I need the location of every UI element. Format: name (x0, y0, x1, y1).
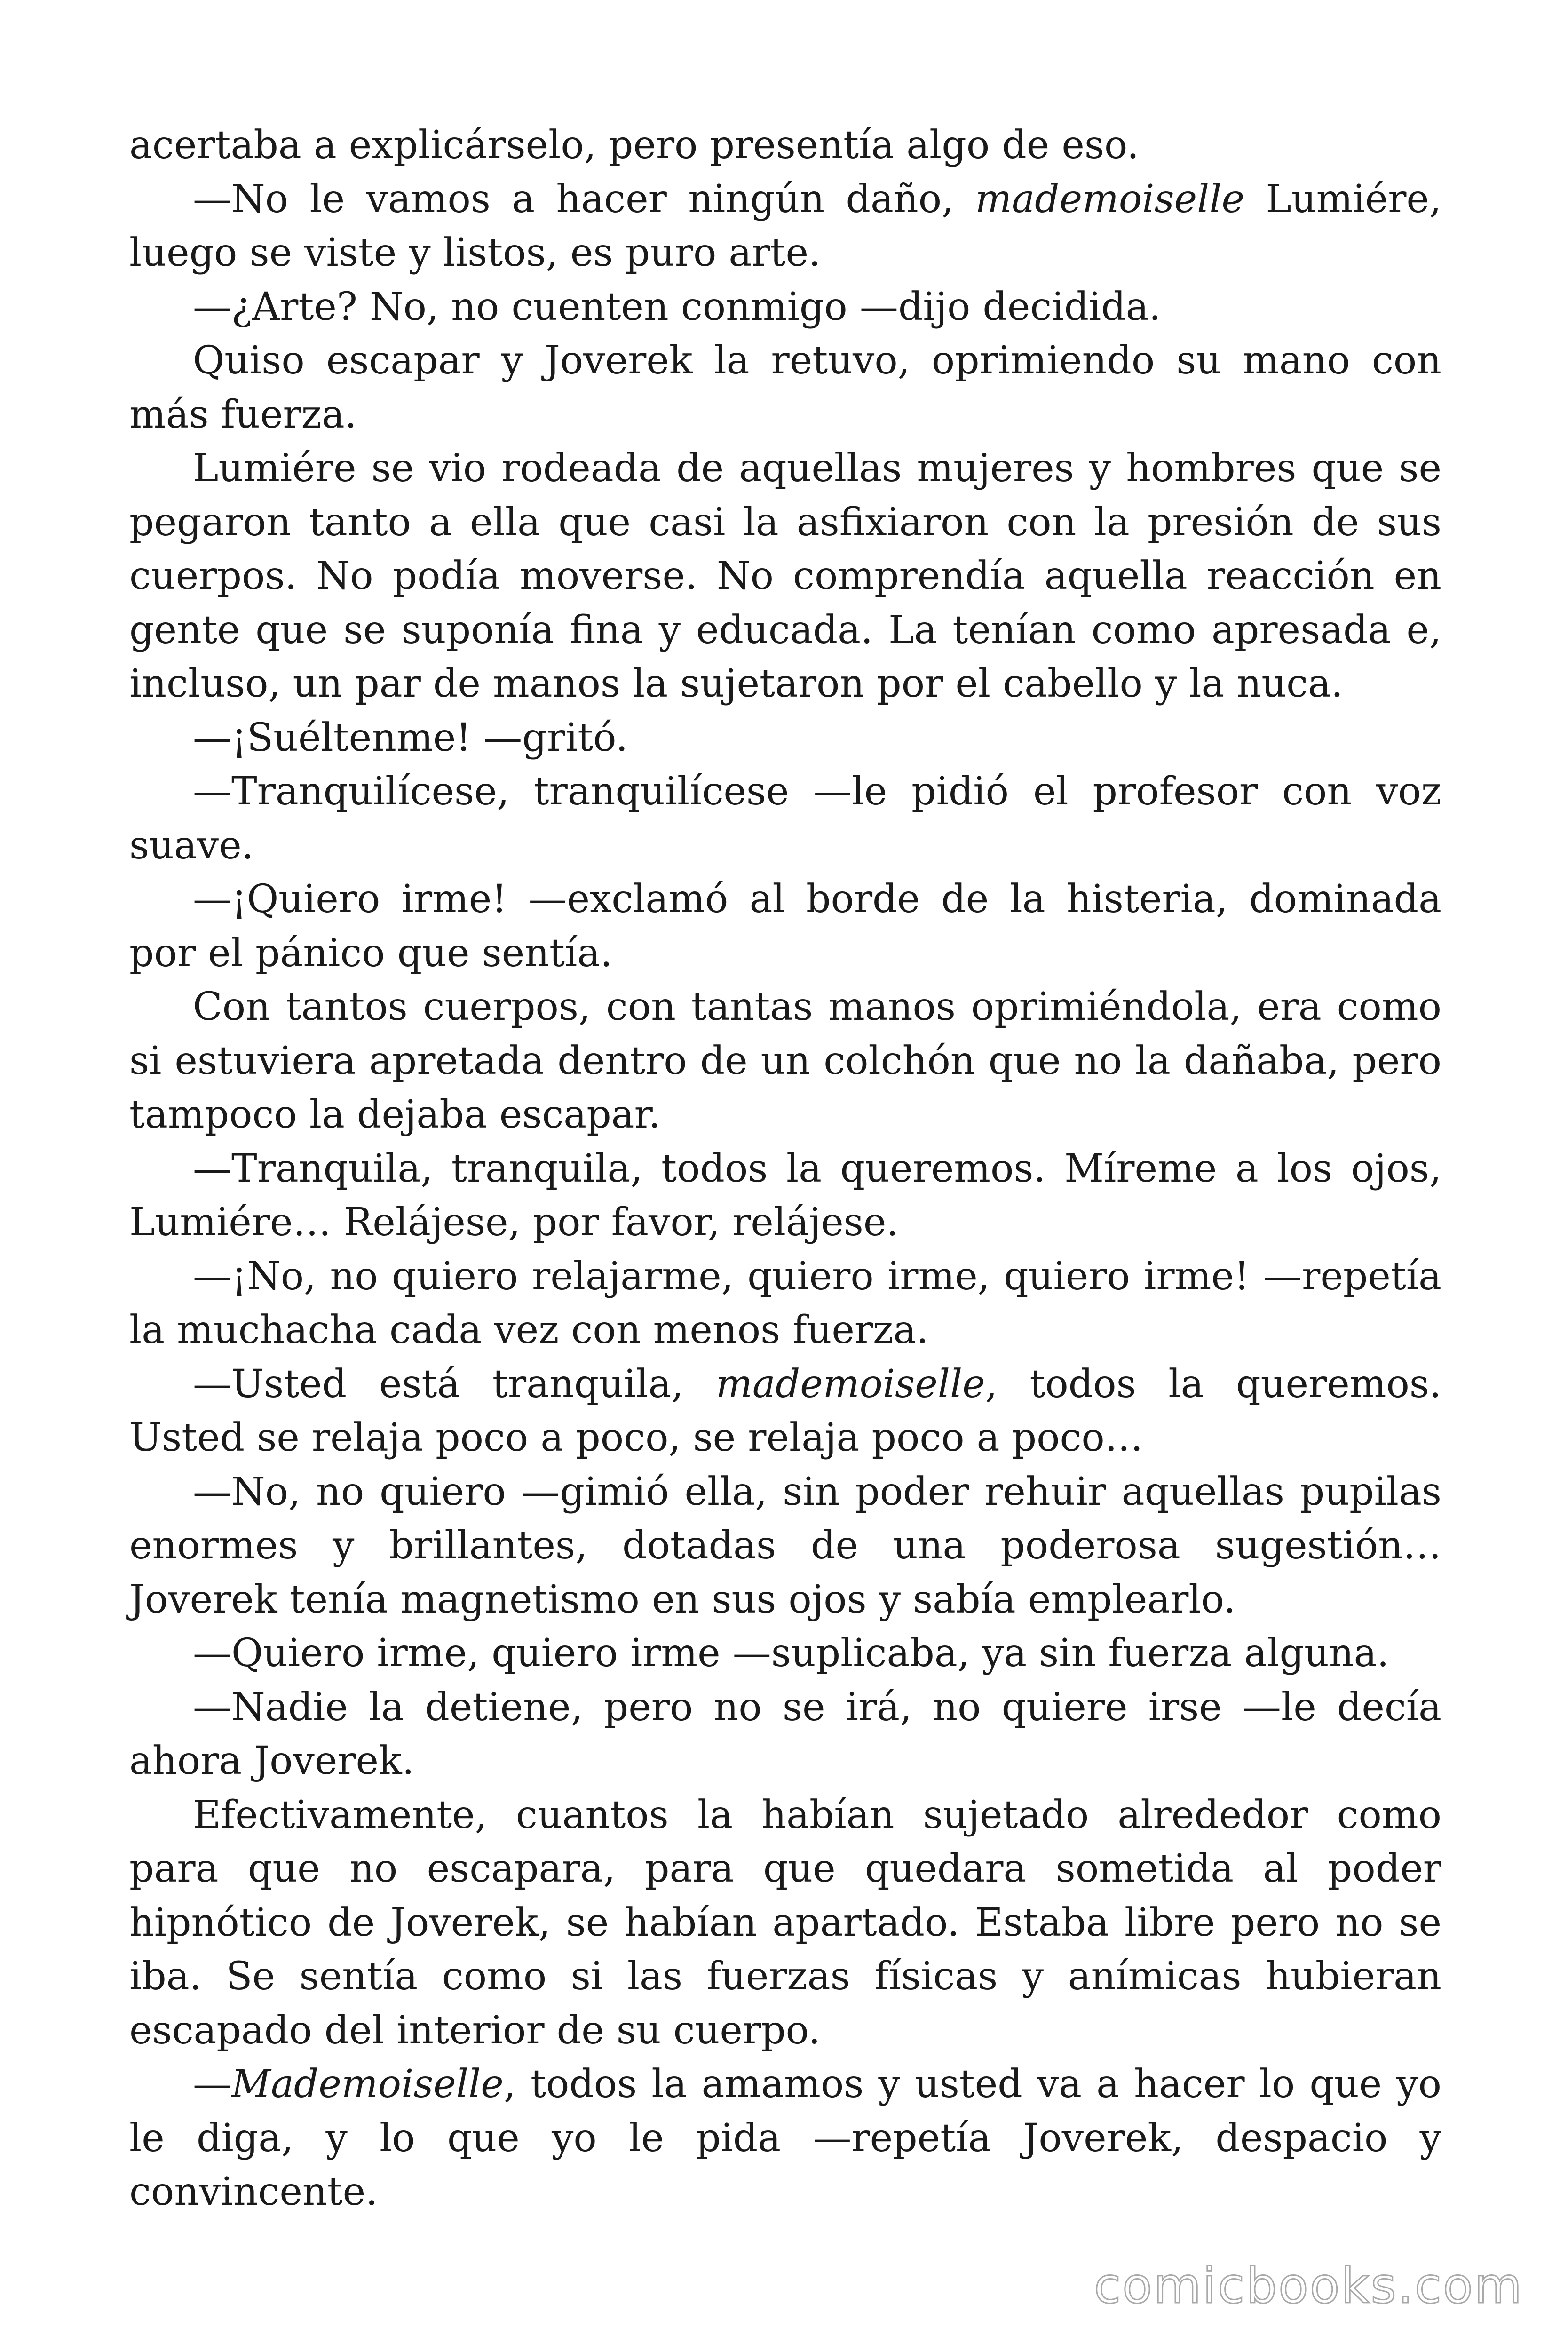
text-run: Efectivamente, cuantos la habían sujetado alrededor como para que no escapara, para que quedara sometida al poder hipnótico de Joverek, se habían apartado. Estaba libre pero no se iba. Se sentía como si las fuerzas físicas y anímicas hubieran escapado del interior de su cuerpo. (129, 1792, 1441, 2053)
text-run: —Nadie la detiene, pero no se irá, no quiere irse —le decía ahora Joverek. (129, 1685, 1441, 1783)
text-run: , todos la amamos y usted va a hacer lo que yo le diga, y lo que yo le pida —repetía Joverek, despacio y convincente. (129, 2062, 1441, 2214)
paragraph (129, 173, 1441, 280)
text-run: —¡Suéltenme! —gritó. (193, 715, 628, 760)
paragraph (129, 765, 1441, 873)
paragraph (129, 280, 1441, 334)
text-run: Lumiére, luego se viste y listos, es puro arte. (129, 176, 1441, 275)
paragraph (129, 442, 1441, 711)
text-run: —Tranquila, tranquila, todos la queremos. Míreme a los ojos, Lumiére… Relájese, por favor, relájese. (129, 1146, 1441, 1245)
text-run: —¡No, no quiero relajarme, quiero irme, quiero irme! —repetía la muchacha cada vez con menos fuerza. (129, 1254, 1441, 1352)
text-run: —¿Arte? No, no cuenten conmigo —dijo decidida. (193, 284, 1161, 329)
italic-text: Mademoiselle (231, 2062, 504, 2106)
text-run: —No, no quiero —gimió ella, sin poder rehuir aquellas pupilas enormes y brillantes, dotadas de una poderosa sugestión… Joverek tenía magnetismo en sus ojos y sabía emplearlo. (129, 1469, 1441, 1622)
text-run: —No le vamos a hacer ningún daño, (193, 176, 975, 222)
text-run: , todos la queremos. Usted se relaja poco a poco, se relaja poco a poco… (129, 1361, 1441, 1460)
paragraph (129, 980, 1441, 1142)
paragraph (129, 1250, 1441, 1358)
text-run: — (193, 2062, 231, 2106)
paragraph (129, 1788, 1441, 2058)
text-run: —Quiero irme, quiero irme —suplicaba, ya sin fuerza alguna. (193, 1631, 1389, 1676)
paragraph (129, 119, 1441, 173)
text-run: —Usted está tranquila, (193, 1361, 716, 1406)
paragraph (129, 2058, 1441, 2219)
paragraph (129, 1358, 1441, 1465)
text-run: Con tantos cuerpos, con tantas manos oprimiéndola, era como si estuviera apretada dentro de un colchón que no la dañaba, pero tampoco la dejaba escapar. (129, 985, 1441, 1137)
text-run: acertaba a explicárselo, pero presentía algo de eso. (129, 123, 1139, 167)
paragraph (129, 1627, 1441, 1681)
paragraph (129, 711, 1441, 765)
italic-text: mademoiselle (716, 1361, 985, 1406)
paragraph (129, 1142, 1441, 1250)
italic-text: mademoiselle (975, 176, 1245, 222)
paragraph (129, 334, 1441, 442)
text-run: —¡Quiero irme! —exclamó al borde de la histeria, dominada por el pánico que sentía. (129, 877, 1441, 976)
watermark: comicbooks.com (1093, 2257, 1523, 2314)
paragraph (129, 1681, 1441, 1788)
paragraph (129, 1465, 1441, 1627)
body-text (129, 119, 1441, 2219)
text-run: Quiso escapar y Joverek la retuvo, oprimiendo su mano con más fuerza. (129, 338, 1441, 437)
paragraph (129, 873, 1441, 980)
text-run: Lumiére se vio rodeada de aquellas mujeres y hombres que se pegaron tanto a ella que casi la asfixiaron con la presión de sus cuerpos. No podía moverse. No comprendía aquella reacción en gente que se suponía fina y educada. La tenían como apresada e, incluso, un par de manos la sujetaron por el cabello y la nuca. (129, 446, 1441, 706)
text-run: —Tranquilícese, tranquilícese —le pidió el profesor con voz suave. (129, 769, 1441, 868)
